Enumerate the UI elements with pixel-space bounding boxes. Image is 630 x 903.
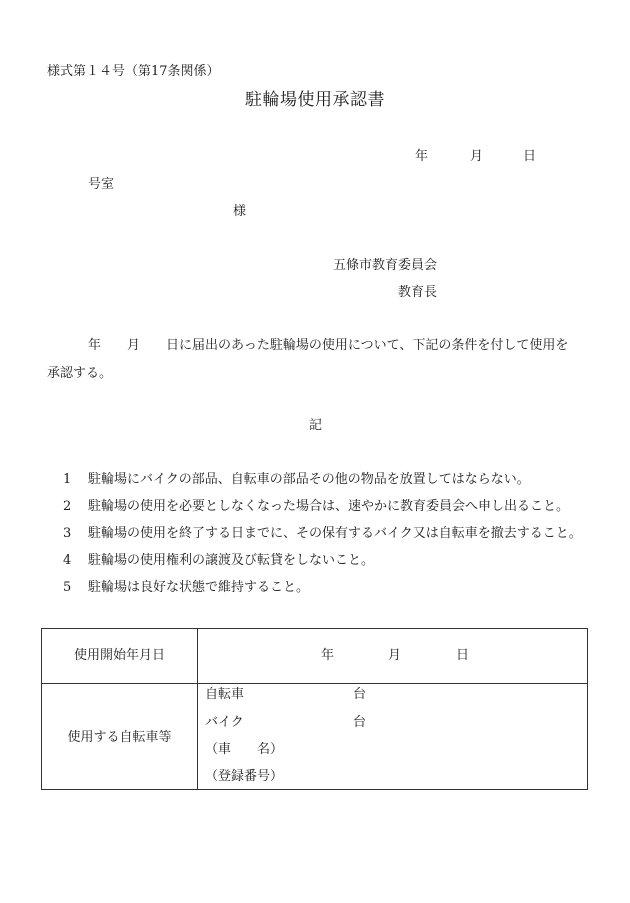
issuer-organization: 五條市教育委員会 (333, 258, 438, 273)
start-date-month-label: 月 (388, 648, 402, 663)
table-column-divider (197, 629, 198, 789)
condition-number: 4 (63, 553, 72, 568)
condition-text: 駐輪場の使用権利の譲渡及び転貸をしないこと。 (88, 553, 375, 568)
condition-text: 駐輪場は良好な状態で維持すること。 (88, 580, 310, 595)
start-date-year-label: 年 (321, 648, 335, 663)
usage-table (41, 628, 588, 790)
table-row-divider (42, 683, 587, 684)
issuer-position: 教育長 (398, 285, 438, 300)
condition-text: 駐輪場にバイクの部品、自転車の部品その他の物品を放置してはならない。 (88, 472, 530, 487)
form-number: 様式第１４号（第17条関係） (47, 64, 220, 79)
bicycle-label: 自転車 (205, 687, 245, 702)
registration-number-label: （登録番号） (205, 769, 284, 784)
condition-number: 3 (63, 526, 72, 541)
addressee-suffix: 様 (233, 204, 247, 219)
condition-number: 1 (63, 472, 72, 487)
date-year-label: 年 (415, 149, 429, 164)
note-heading: 記 (309, 418, 323, 433)
condition-text: 駐輪場の使用を終了する日までに、その保有するバイク又は自転車を撤去すること。 (88, 526, 582, 541)
document-title: 駐輪場使用承認書 (245, 90, 385, 110)
bike-label: バイク (205, 715, 244, 730)
start-date-day-label: 日 (456, 648, 470, 663)
vehicles-label: 使用する自転車等 (67, 730, 172, 745)
condition-text: 駐輪場の使用を必要としなくなった場合は、速やかに教育委員会へ申し出ること。 (88, 499, 570, 514)
bicycle-unit: 台 (353, 687, 367, 702)
car-name-label: （車 名） (205, 742, 284, 757)
start-date-label: 使用開始年月日 (73, 648, 165, 663)
room-label: 号室 (88, 177, 115, 192)
condition-number: 5 (63, 580, 72, 595)
date-month-label: 月 (470, 149, 484, 164)
condition-number: 2 (63, 499, 72, 514)
bike-unit: 台 (353, 715, 367, 730)
body-line-1: 年 月 日に届出のあった駐輪場の使用について、下記の条件を付して使用を (88, 338, 569, 353)
date-day-label: 日 (523, 149, 537, 164)
body-line-2: 承認する。 (47, 366, 113, 381)
